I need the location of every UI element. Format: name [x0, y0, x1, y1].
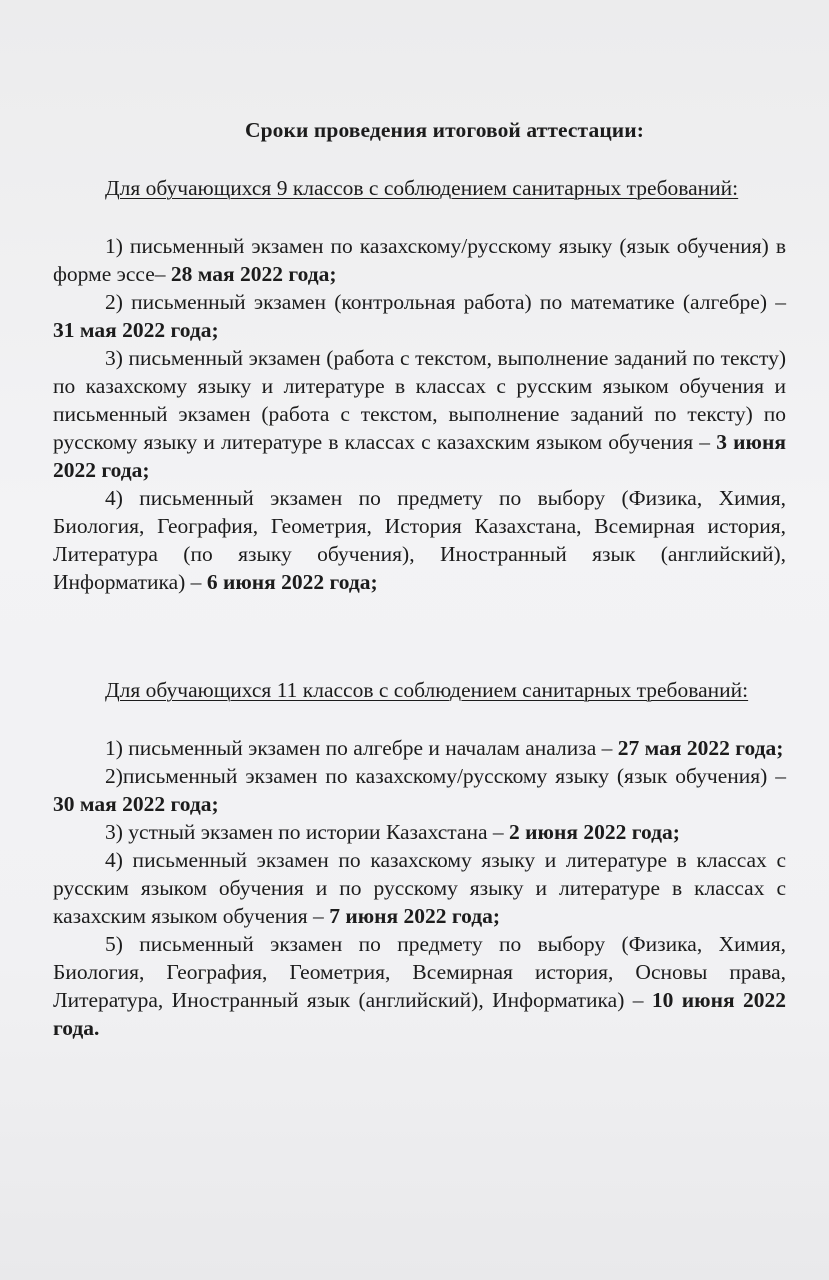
section-heading: Для обучающихся 9 классов с соблюдением санитарных требований: — [105, 176, 739, 200]
exam-date: 10 июня 2022 года. — [53, 988, 787, 1040]
exam-date: 30 мая 2022 года; — [53, 792, 219, 816]
document-title: Сроки проведения итоговой аттестации: — [244, 118, 645, 142]
exam-item — [53, 232, 786, 288]
exam-item — [53, 288, 786, 344]
exam-description: 1) письменный экзамен по алгебре и началам анализа – — [105, 736, 618, 760]
exam-description: 4) письменный экзамен по предмету по выбору (Физика, Химия, Биология, География, Геометрия, История Казахстана, Всемирная история, Литература (по языку обучения), Иностранный язык (английский), Информатика) – — [53, 486, 786, 594]
exam-description: 4) письменный экзамен по казахскому языку и литературе в классах с русским языком обучения и по русскому языку и литературе в классах с казахским языком обучения – — [53, 848, 786, 928]
exam-date: 28 мая 2022 года; — [170, 262, 337, 286]
exam-list — [53, 232, 786, 596]
exam-description: 3) письменный экзамен (работа с текстом, выполнение заданий по тексту) по казахскому языку и литературе в классах с русским языком обучения и письменный экзамен (работа с текстом, выполнение заданий по тексту) по русскому языку и литературе в классах с казахским языком обучения – — [53, 346, 786, 454]
exam-item — [53, 762, 786, 818]
exam-description: 3) устный экзамен по истории Казахстана – — [105, 820, 509, 844]
exam-date: 31 мая 2022 года; — [53, 318, 219, 342]
exam-item — [53, 846, 786, 930]
exam-description: 1) письменный экзамен по казахскому/русскому языку (язык обучения) в форме эссе– — [53, 234, 786, 286]
exam-item — [53, 930, 786, 1042]
exam-date: 7 июня 2022 года; — [329, 904, 501, 928]
section-grade-11 — [53, 676, 786, 1042]
section-grade-9 — [53, 174, 786, 596]
exam-item — [53, 818, 786, 846]
exam-date: 27 мая 2022 года; — [617, 736, 784, 760]
exam-date: 2 июня 2022 года; — [509, 820, 680, 844]
exam-description: 2) письменный экзамен (контрольная работа) по математике (алгебре) – — [105, 290, 786, 314]
exam-item — [53, 734, 786, 762]
exam-item — [53, 484, 786, 596]
section-heading: Для обучающихся 11 классов с соблюдением санитарных требований: — [105, 678, 749, 702]
exam-date: 3 июня 2022 года; — [53, 430, 786, 482]
exam-item — [53, 344, 786, 484]
exam-description: 2)письменный экзамен по казахскому/русскому языку (язык обучения) – — [105, 764, 786, 788]
exam-list — [53, 734, 786, 1042]
exam-date: 6 июня 2022 года; — [206, 570, 378, 594]
exam-description: 5) письменный экзамен по предмету по выбору (Физика, Химия, Биология, География, Геометрия, Всемирная история, Основы права, Литература, Иностранный язык (английский), Информатика) – — [53, 932, 786, 1012]
